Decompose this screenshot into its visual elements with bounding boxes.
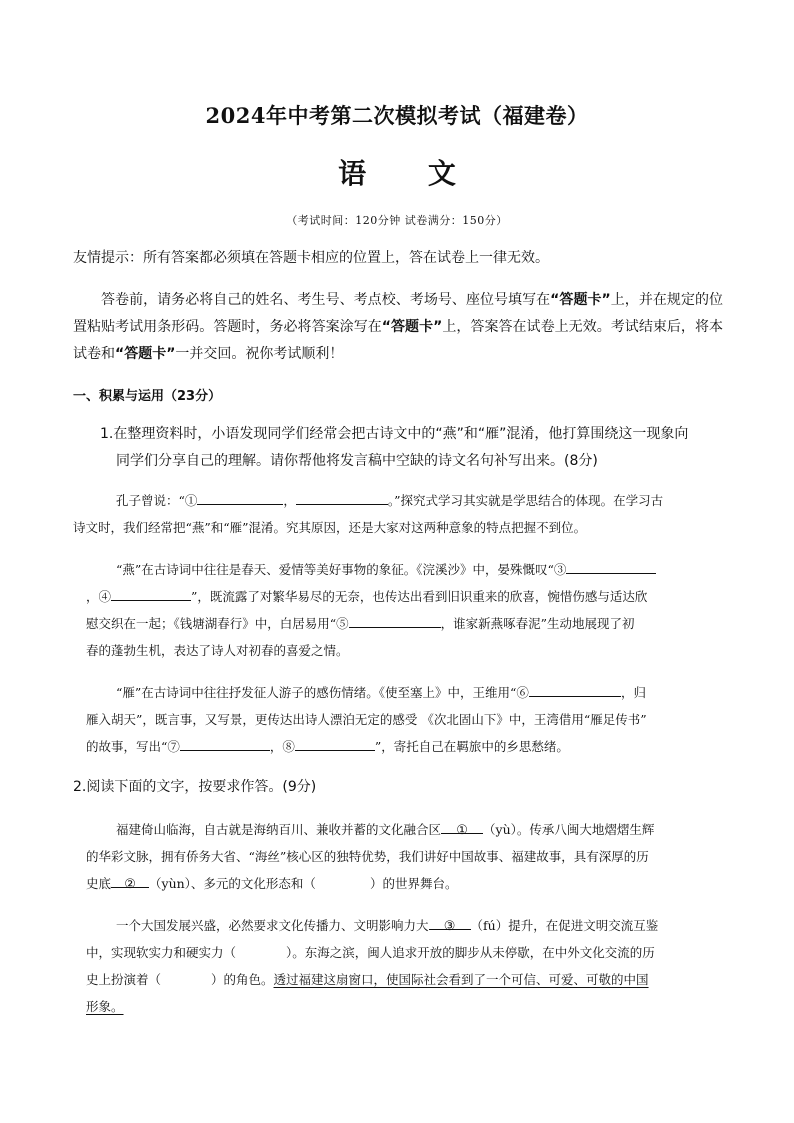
answer-blank-4[interactable] bbox=[111, 584, 191, 601]
text: ，⑧ bbox=[269, 739, 295, 754]
q1-para3-line1 bbox=[116, 679, 736, 706]
q1-para1-line2: 诗文时，我们经常把“燕”和“雁”混淆。究其原因，还是大家对这两种意象的特点把握不到位。 bbox=[73, 520, 587, 535]
q1-prompt-line1: 1.在整理资料时，小语发现同学们经常会把古诗文中的“燕”和“雁”混淆，他打算围绕这一现象向 bbox=[100, 426, 689, 442]
text: （fú）提升，在促进文明交流互鉴 bbox=[470, 918, 659, 933]
section-heading: 一、积累与运用（23分） bbox=[73, 389, 222, 404]
q1-para1-line1 bbox=[116, 487, 736, 514]
q1-prompt-line2: 同学们分享自己的理解。请你帮他将发言稿中空缺的诗文名句补写出来。(8分) bbox=[116, 453, 598, 469]
text: 慰交织在一起；《钱塘湖春行》中，白居易用“⑤ bbox=[86, 616, 349, 631]
q2-para2-line1 bbox=[116, 912, 736, 939]
q1-para2-line4: 春的蓬勃生机，表达了诗人对初春的喜爱之情。 bbox=[86, 643, 349, 658]
answer-blank-6[interactable] bbox=[529, 680, 621, 697]
text: “雁”在古诗词中往往抒发征人游子的感伤情绪。《使至塞上》中，王维用“⑥ bbox=[116, 685, 529, 700]
answer-blank-8[interactable] bbox=[295, 734, 375, 751]
instr-text: 上，并在规定的 bbox=[610, 292, 710, 308]
text: 一个大国发展兴盛，必然要求文化传播力、文明影响力大 bbox=[116, 918, 429, 933]
text: ，谁家新燕啄春泥”生动地展现了初 bbox=[440, 616, 635, 631]
text: ”，既流露了对繁华易尽的无奈，也传达出看到旧识重来的欣喜，惋惜伤感与适达欣 bbox=[191, 589, 648, 604]
exam-info: （考试时间：120分钟 试卷满分：150分） bbox=[286, 214, 508, 227]
instr-text: 位置粘贴考试用条形码。答题时，务必将答案涂写在 bbox=[73, 292, 724, 335]
instr-text: 一并交回。祝你考试顺利！ bbox=[175, 346, 344, 362]
text: “燕”在古诗词中往往是春天、爱情等美好事物的象征。《浣溪沙》中，晏殊慨叹“③ bbox=[116, 562, 567, 577]
text: ）的世界舞台。 bbox=[369, 876, 458, 891]
q1-para3-line3 bbox=[86, 733, 746, 760]
q2-para2-line4 bbox=[86, 993, 746, 1020]
text: 孔子曾说：“① bbox=[116, 493, 198, 508]
q1-para2-line2 bbox=[86, 583, 746, 610]
underlined-sentence: 透过福建这扇窗口，使国际社会看到了一个可信、可爱、可敬的中国 bbox=[273, 972, 649, 987]
underlined-sentence-end: 形象。 bbox=[86, 999, 124, 1014]
subject-title: 语 文 bbox=[338, 157, 482, 190]
q1-para2-line1 bbox=[116, 556, 736, 583]
text: 史上扮演着（ bbox=[86, 972, 162, 987]
card-ref: “答题卡” bbox=[115, 346, 176, 362]
text: 史底 bbox=[86, 876, 112, 891]
instr-text: 将本试卷和 bbox=[73, 319, 724, 362]
fill-blank-2[interactable]: ② bbox=[111, 871, 149, 888]
card-ref: “答题卡” bbox=[550, 292, 611, 308]
notice-instructions bbox=[73, 287, 723, 368]
fill-blank-3[interactable]: ③ bbox=[429, 913, 471, 930]
text: ，④ bbox=[86, 589, 112, 604]
text: ， bbox=[283, 493, 296, 508]
text: 的故事，写出“⑦ bbox=[86, 739, 180, 754]
text: ，归 bbox=[620, 685, 646, 700]
card-ref: “答题卡” bbox=[381, 319, 443, 335]
text: （yù）。传承八闽大地熠熠生辉 bbox=[483, 822, 655, 837]
q2-prompt: 2.阅读下面的文字，按要求作答。(9分) bbox=[73, 779, 317, 795]
q2-para2-line3 bbox=[86, 966, 746, 993]
instr-text: 答卷前，请务必将自己的姓名、考生号、考点校、考场号、座位号填写在 bbox=[101, 292, 551, 308]
text: ”，寄托自己在羁旅中的乡思愁绪。 bbox=[374, 739, 569, 754]
q2-para1-line3 bbox=[86, 870, 746, 897]
exam-title: 2024年中考第二次模拟考试（福建卷） bbox=[205, 103, 589, 128]
text: 。”探究式学习其实就是学思结合的体现。在学习古 bbox=[387, 493, 664, 508]
text: ）的角色。 bbox=[211, 972, 274, 987]
q2-para1-line2: 的华彩文脉，拥有侨务大省、“海丝”核心区的独特优势，我们讲好中国故事、福建故事，具有深厚的历 bbox=[86, 849, 649, 864]
text: 中，实现软实力和硬实力（ bbox=[86, 945, 237, 960]
q2-para2-line2 bbox=[86, 939, 746, 966]
q2-para1-line1 bbox=[116, 816, 736, 843]
notice-tip: 友情提示：所有答案都必须填在答题卡相应的位置上，答在试卷上一律无效。 bbox=[73, 250, 549, 266]
q1-para2-line3 bbox=[86, 610, 746, 637]
text: （yùn）、多元的文化形态和（ bbox=[149, 876, 316, 891]
answer-blank-2[interactable] bbox=[296, 488, 388, 505]
q1-para3-line2: 雁入胡天”，既言事，又写景，更传达出诗人漂泊无定的感受 《次北固山下》中，王湾借用“雁足传书” bbox=[86, 712, 647, 727]
text: 福建倚山临海，自古就是海纳百川、兼收并蓄的文化融合区 bbox=[116, 822, 442, 837]
instr-text: 上，答案答在试卷上无效。考试结束后， bbox=[442, 319, 695, 335]
fill-blank-1[interactable]: ① bbox=[441, 817, 483, 834]
answer-blank-7[interactable] bbox=[180, 734, 270, 751]
text: ）。东海之滨，闽人追求开放的脚步从未停歇，在中外文化交流的历 bbox=[286, 945, 655, 960]
answer-blank-5[interactable] bbox=[349, 611, 441, 628]
answer-blank-3[interactable] bbox=[566, 557, 656, 574]
answer-blank-1[interactable] bbox=[197, 488, 283, 505]
